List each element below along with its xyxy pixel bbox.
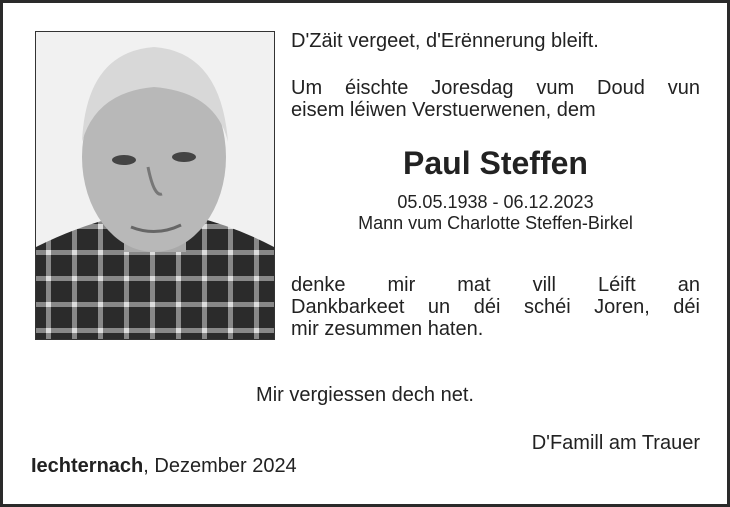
- portrait-photo: [35, 31, 275, 340]
- paragraph-intro-line-2: eisem léiwen Verstuerwenen, dem: [291, 99, 596, 121]
- closing-line: Mir vergiessen dech net.: [256, 384, 474, 406]
- paragraph-intro: [291, 77, 700, 121]
- paragraph-remembrance-line-1: denke mir mat vill Léift an: [291, 274, 700, 296]
- paragraph-remembrance-line-2: Dankbarkeet un déi schéi Joren, déi: [291, 296, 700, 318]
- signature: D'Famill am Trauer: [531, 432, 700, 454]
- paragraph-remembrance-line-3: mir zesummen haten.: [291, 318, 484, 340]
- paragraph-intro-line-1: Um éischte Joresdag vum Doud vun: [291, 77, 700, 99]
- intro-line: D'Zäit vergeet, d'Erënnerung bleift.: [291, 30, 599, 52]
- date: , Dezember 2024: [143, 455, 297, 477]
- relation: Mann vum Charlotte Steffen-Birkel: [358, 213, 633, 233]
- place-and-date: [31, 455, 297, 477]
- life-dates: 05.05.1938 - 06.12.2023: [397, 192, 594, 212]
- place: Iechternach: [31, 455, 144, 477]
- deceased-name: Paul Steffen: [403, 145, 588, 181]
- paragraph-remembrance: [291, 274, 700, 340]
